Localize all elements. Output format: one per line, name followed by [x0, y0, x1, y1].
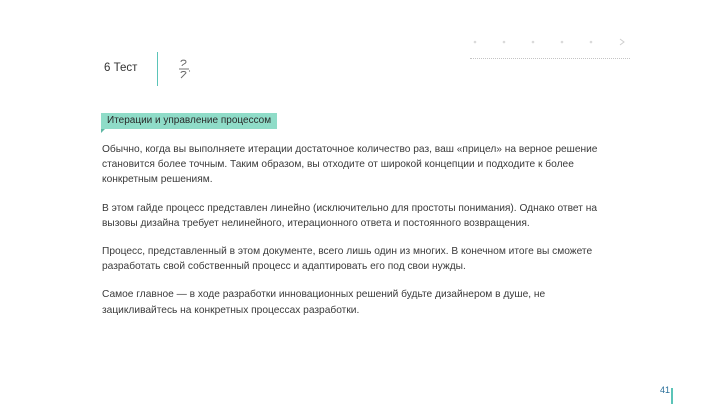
step-dots-icon	[470, 36, 630, 48]
fraction-icon	[177, 58, 191, 80]
section-label: 6 Тест	[104, 62, 138, 74]
paragraph: Процесс, представленный в этом документе, всего лишь один из многих. В конечном итоге вы сможете разработать свой собственный процесс и адаптировать его под свои нужды.	[102, 246, 593, 273]
section-tag: Итерации и управление процессом	[101, 113, 277, 129]
paragraph: Обычно, когда вы выполняете итерации достаточное количество раз, ваш «прицел» на верное решение становится более точным. Таким образом, вы отходите от широкой концепции и подходите к более конкретным решениям.	[102, 144, 598, 186]
dotted-rule	[470, 58, 630, 59]
paragraph: В этом гайде процесс представлен линейно (исключительно для простоты понимания). Однако ответ на вызовы дизайна требует нелинейного, итерационного ответа и постоянного возвращения.	[102, 202, 597, 229]
vertical-divider	[157, 52, 158, 86]
page-bar	[671, 388, 673, 404]
paragraph: Самое главное — в ходе разработки инновационных решений будьте дизайнером в душе, не зацикливайтесь на конкретных процессах разработки.	[102, 289, 546, 316]
body-text	[102, 142, 602, 331]
page-number: 41	[659, 385, 670, 395]
